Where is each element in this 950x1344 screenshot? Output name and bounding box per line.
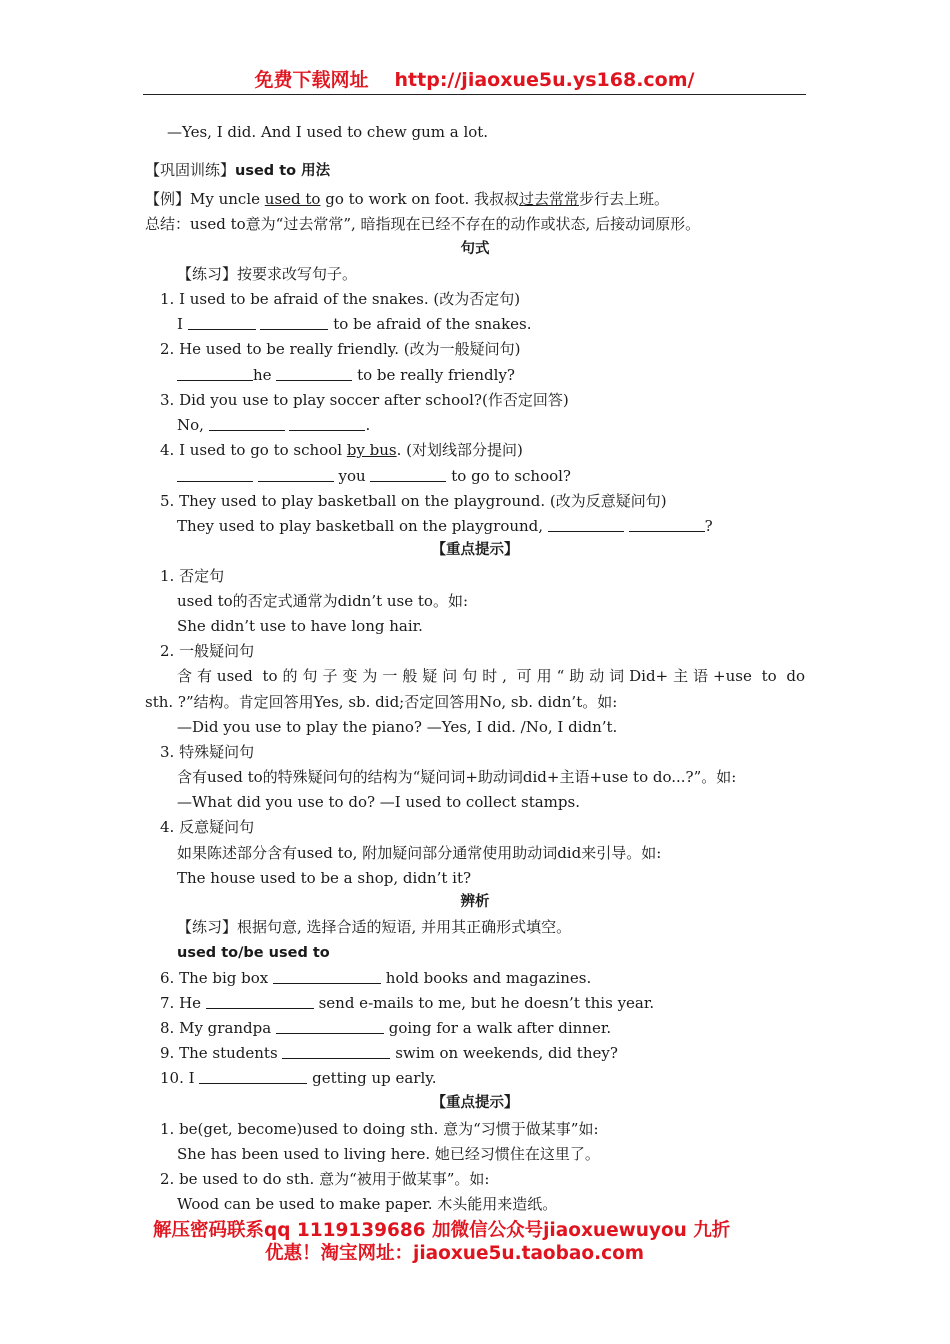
question-3: 3. Did you use to play soccer after school?(作否定回答) — [160, 391, 569, 409]
usage-example: Wood can be used to make paper. 木头能用来造纸。 — [177, 1195, 558, 1213]
answer-line-3: No, . — [177, 416, 371, 434]
tip-example: The house used to be a shop, didn’t it? — [177, 869, 472, 887]
footer-line-1: 解压密码联系qq 1119139686 加微信公众号jiaoxuewuyou 九折 — [153, 1220, 731, 1241]
usage-example: She has been used to living here. 她已经习惯住在这里了。 — [177, 1145, 600, 1163]
tip-text: 含有used to的特殊疑问句的结构为“疑问词+助动词did+主语+use to do...?”。如: — [177, 768, 737, 786]
question-6: 6. The big box hold books and magazines. — [160, 969, 592, 987]
answer-blank[interactable] — [629, 517, 705, 532]
tip-example: She didn’t use to have long hair. — [177, 617, 423, 635]
answer-line-4: you to go to school? — [177, 466, 571, 486]
page-header — [143, 66, 806, 95]
answer-blank[interactable] — [282, 1044, 390, 1059]
question-7: 7. He send e-mails to me, but he doesn’t this year. — [160, 994, 655, 1012]
heading-bianxi: 辨析 — [460, 894, 490, 910]
header-label: 免费下载网址 — [254, 69, 369, 91]
answer-blank[interactable] — [276, 366, 352, 381]
usage-1-title: 1. be(get, become)used to doing sth. 意为“习惯于做某事”如: — [160, 1120, 599, 1138]
practice-instruction: 【练习】按要求改写句子。 — [177, 265, 358, 283]
tip-4-title: 4. 反意疑问句 — [160, 818, 255, 836]
tip-text: used to的否定式通常为didn’t use to。如: — [177, 592, 469, 610]
tip-text: 如果陈述部分含有used to, 附加疑问部分通常使用助动词did来引导。如: — [177, 844, 662, 862]
tip-2-title: 2. 一般疑问句 — [160, 642, 255, 660]
practice-instruction: 【练习】根据句意, 选择合适的短语, 并用其正确形式填空。 — [177, 918, 572, 936]
answer-blank[interactable] — [276, 1019, 384, 1034]
phrase-options: used to/be used to — [177, 945, 330, 961]
answer-blank[interactable] — [370, 467, 446, 482]
tip-example: —Did you use to play the piano? —Yes, I did. /No, I didn’t. — [177, 718, 618, 736]
answer-blank[interactable] — [258, 467, 334, 482]
tip-text: sth. ?”结构。肯定回答用Yes, sb. did;否定回答用No, sb. didn’t。如: — [145, 693, 618, 711]
example-line: 【例】My uncle used to go to work on foot. 我叔叔过去常常步行去上班。 — [145, 190, 670, 208]
answer-blank[interactable] — [548, 517, 624, 532]
section-title: 【巩固训练】used to 用法 — [145, 161, 331, 179]
question-4: 4. I used to go to school by bus. (对划线部分提问) — [160, 441, 523, 459]
question-1: 1. I used to be afraid of the snakes. (改为否定句) — [160, 290, 521, 308]
footer-line-2: 优惠！淘宝网址：jiaoxue5u.taobao.com — [265, 1243, 645, 1264]
answer-blank[interactable] — [177, 366, 253, 381]
question-10: 10. I getting up early. — [160, 1069, 437, 1087]
usage-2-title: 2. be used to do sth. 意为“被用于做某事”。如: — [160, 1170, 490, 1188]
answer-blank[interactable] — [209, 416, 285, 431]
answer-blank[interactable] — [206, 994, 314, 1009]
header-url-link[interactable]: http://jiaoxue5u.ys168.com/ — [394, 69, 695, 91]
tip-1-title: 1. 否定句 — [160, 567, 225, 585]
heading-tips-1: 【重点提示】 — [431, 542, 519, 558]
answer-blank[interactable] — [273, 969, 381, 984]
answer-blank[interactable] — [188, 315, 256, 330]
tip-text: 含有used to的句子变为一般疑问句时, 可用“助动词Did+主语+use to do — [177, 667, 805, 685]
summary-line: 总结：used to意为“过去常常”, 暗指现在已经不存在的动作或状态, 后接动词原形。 — [145, 215, 701, 233]
answer-line-2: he to be really friendly? — [177, 365, 515, 385]
answer-blank[interactable] — [177, 467, 253, 482]
answer-blank[interactable] — [289, 416, 365, 431]
question-2: 2. He used to be really friendly. (改为一般疑问句) — [160, 340, 521, 358]
heading-jushi: 句式 — [460, 241, 490, 257]
tip-example: —What did you use to do? —I used to collect stamps. — [177, 793, 580, 811]
tip-3-title: 3. 特殊疑问句 — [160, 743, 255, 761]
heading-tips-2: 【重点提示】 — [431, 1095, 519, 1111]
answer-line-1: I to be afraid of the snakes. — [177, 315, 532, 333]
answer-blank[interactable] — [260, 315, 328, 330]
question-8: 8. My grandpa going for a walk after dinner. — [160, 1019, 612, 1037]
answer-line-5: They used to play basketball on the playground, ? — [177, 517, 713, 535]
answer-blank[interactable] — [199, 1069, 307, 1084]
text-line: —Yes, I did. And I used to chew gum a lot. — [167, 123, 489, 141]
question-9: 9. The students swim on weekends, did they? — [160, 1044, 618, 1062]
question-5: 5. They used to play basketball on the playground. (改为反意疑问句) — [160, 492, 667, 510]
